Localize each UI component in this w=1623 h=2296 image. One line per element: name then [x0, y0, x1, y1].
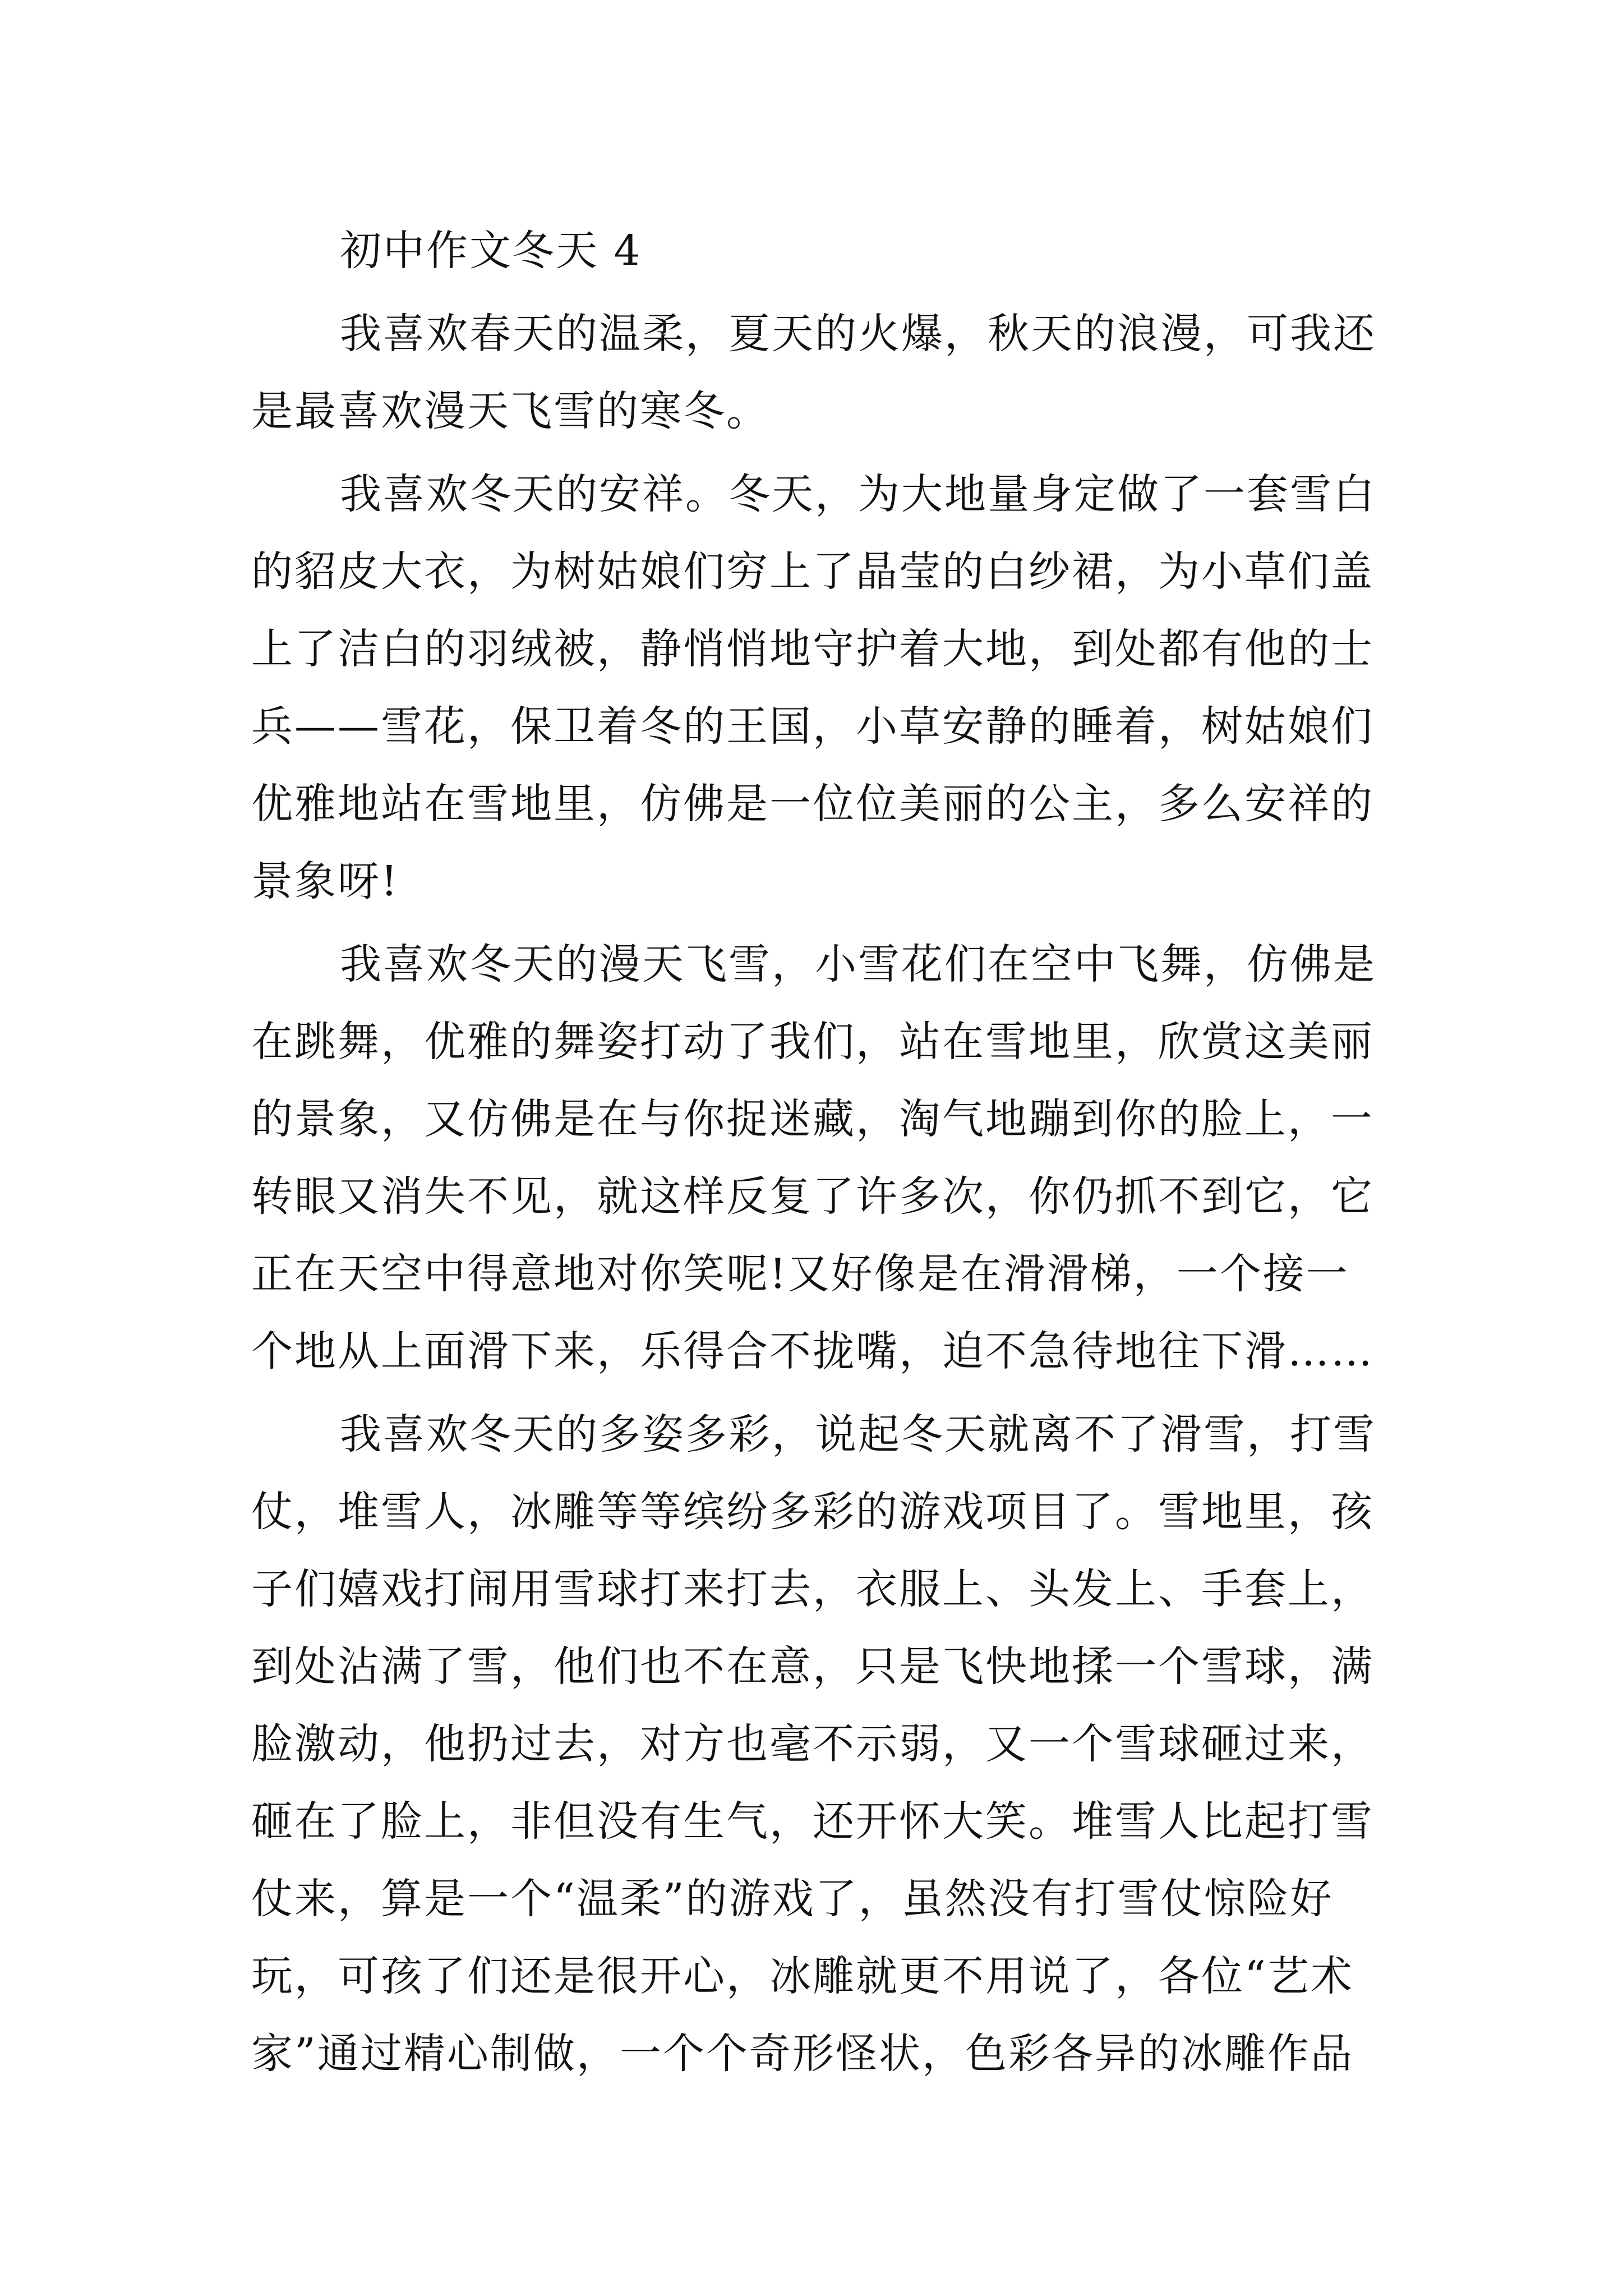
document-title: 初中作文冬天 4: [340, 227, 642, 275]
text-line: 个地从上面滑下来，乐得合不拢嘴，迫不急待地往下滑……: [251, 1327, 1374, 1375]
text-line: 到处沾满了雪，他们也不在意，只是飞快地揉一个雪球，满: [251, 1642, 1374, 1691]
paragraph-4: [251, 1396, 1391, 2092]
text-line: 我喜欢冬天的安祥。冬天，为大地量身定做了一套雪白: [340, 470, 1376, 518]
text-line: 仗，堆雪人，冰雕等等缤纷多彩的游戏项目了。雪地里，孩: [251, 1488, 1374, 1536]
text-line: 的貂皮大衣，为树姑娘们穷上了晶莹的白纱裙，为小草们盖: [251, 547, 1374, 596]
text-line: 脸激动，他扔过去，对方也毫不示弱，又一个雪球砸过来，: [251, 1720, 1374, 1768]
text-line: 上了洁白的羽绒被，静悄悄地守护着大地，到处都有他的士: [251, 625, 1374, 673]
text-line: 转眼又消失不见，就这样反复了许多次，你仍抓不到它，它: [251, 1172, 1374, 1221]
text-line: 砸在了脸上，非但没有生气，还开怀大笑。堆雪人比起打雪: [251, 1797, 1374, 1846]
text-line: 子们嬉戏打闹用雪球打来打去，衣服上、头发上、手套上，: [251, 1565, 1374, 1613]
text-line: 家”通过精心制做，一个个奇形怪状，色彩各异的冰雕作品: [251, 2030, 1354, 2078]
text-line: 优雅地站在雪地里，仿佛是一位位美丽的公主，多么安祥的: [251, 780, 1374, 828]
text-line: 兵——雪花，保卫着冬的王国，小草安静的睡着，树姑娘们: [251, 702, 1374, 751]
text-line: 玩，可孩了们还是很开心，冰雕就更不用说了，各位“艺术: [251, 1952, 1354, 2000]
paragraph-1: [251, 295, 1391, 450]
text-line: 的景象，又仿佛是在与你捉迷藏，淘气地蹦到你的脸上，一: [251, 1095, 1374, 1143]
text-line: 在跳舞，优雅的舞姿打动了我们，站在雪地里，欣赏这美丽: [251, 1018, 1374, 1066]
text-line: 正在天空中得意地对你笑呢!又好像是在滑滑梯，一个接一: [251, 1250, 1349, 1298]
text-line: 我喜欢春天的温柔，夏天的火爆，秋天的浪漫，可我还: [340, 310, 1376, 358]
paragraph-2: [251, 455, 1391, 920]
text-line: 我喜欢冬天的多姿多彩，说起冬天就离不了滑雪，打雪: [340, 1410, 1376, 1458]
text-line: 景象呀!: [251, 857, 399, 905]
document-body: [251, 212, 1391, 2098]
text-line: 仗来，算是一个“温柔”的游戏了，虽然没有打雪仗惊险好: [251, 1875, 1334, 1923]
text-line: 我喜欢冬天的漫天飞雪，小雪花们在空中飞舞，仿佛是: [340, 940, 1376, 988]
paragraph-3: [251, 926, 1391, 1390]
text-line: 是最喜欢漫天飞雪的寒冬。: [251, 387, 769, 435]
